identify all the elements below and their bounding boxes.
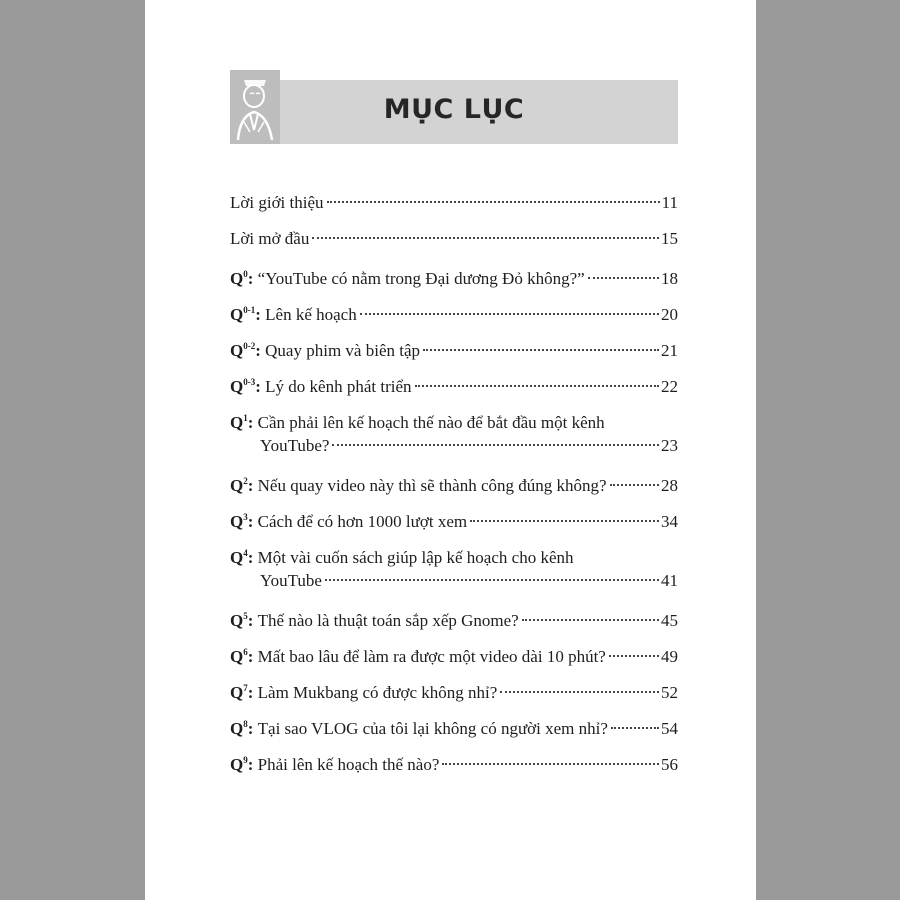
entry-title: Lời giới thiệu [230, 193, 324, 212]
question-prefix: Q [230, 269, 244, 288]
entry-title: Thế nào là thuật toán sắp xếp Gnome? [257, 611, 519, 630]
toc-entry [230, 405, 678, 459]
toc-line [230, 540, 678, 567]
page-number: 52 [661, 683, 678, 702]
toc-line [230, 468, 678, 495]
page-number: 41 [661, 571, 678, 590]
question-superscript: 0-3 [243, 377, 256, 387]
page-number: 56 [661, 755, 678, 774]
question-number [230, 333, 261, 364]
page-number: 22 [661, 377, 678, 396]
question-number [230, 297, 261, 328]
page-number: 18 [661, 269, 678, 288]
page-number: 11 [661, 193, 678, 212]
toc-entry [230, 540, 678, 594]
toc-line [230, 567, 678, 594]
question-prefix: Q [230, 719, 244, 738]
toc-entry [230, 603, 678, 630]
question-prefix: Q [230, 305, 244, 324]
question-number [230, 405, 253, 436]
dot-leader [327, 201, 660, 203]
colon: : [247, 476, 254, 495]
colon: : [247, 755, 254, 774]
book-page [145, 0, 756, 900]
toc-entry [230, 261, 678, 288]
question-number [230, 711, 253, 742]
toc-line [230, 189, 678, 216]
question-superscript: 3 [243, 512, 248, 522]
question-number [230, 540, 253, 571]
question-number [230, 675, 253, 706]
toc-line [230, 405, 678, 432]
toc-entry [230, 747, 678, 774]
entry-title: YouTube? [260, 436, 330, 455]
dot-leader [588, 277, 659, 279]
page-number: 23 [661, 436, 678, 455]
entry-title: Một vài cuốn sách giúp lập kế hoạch cho kênh [257, 548, 574, 567]
question-prefix: Q [230, 611, 244, 630]
entry-title: Lên kế hoạch [265, 305, 357, 324]
toc-entry [230, 369, 678, 396]
toc-entry [230, 504, 678, 531]
dot-leader [332, 444, 659, 446]
toc-entry [230, 639, 678, 666]
toc-line [230, 711, 678, 738]
question-superscript: 5 [243, 611, 248, 621]
colon: : [247, 611, 254, 630]
entry-title: Cần phải lên kế hoạch thế nào để bắt đầu một kênh [257, 413, 605, 432]
question-number [230, 747, 253, 778]
page-number: 54 [661, 719, 678, 738]
toc-line [230, 432, 678, 459]
dot-leader [470, 520, 659, 522]
dot-leader [423, 349, 659, 351]
dot-leader [312, 237, 659, 239]
entry-title: Cách để có hơn 1000 lượt xem [257, 512, 468, 531]
question-superscript: 0-2 [243, 341, 256, 351]
colon: : [247, 512, 254, 531]
question-prefix: Q [230, 647, 244, 666]
colon: : [255, 377, 261, 396]
toc-entry [230, 711, 678, 738]
question-number [230, 468, 253, 499]
entry-title: Phải lên kế hoạch thế nào? [257, 755, 440, 774]
colon: : [255, 341, 261, 360]
toc-line [230, 333, 678, 360]
question-superscript: 0-1 [243, 305, 256, 315]
dot-leader [522, 619, 659, 621]
page-number: 34 [661, 512, 678, 531]
page-number: 49 [661, 647, 678, 666]
question-superscript: 6 [243, 647, 248, 657]
header-band [230, 80, 678, 144]
toc-entry [230, 189, 678, 216]
toc-entry [230, 468, 678, 495]
question-prefix: Q [230, 413, 244, 432]
page-number: 15 [661, 229, 678, 248]
page-number: 28 [661, 476, 678, 495]
entry-title: Lời mở đầu [230, 229, 310, 248]
entry-title: Mất bao lâu để làm ra được một video dài 10 phút? [257, 647, 606, 666]
question-number [230, 639, 253, 670]
table-of-contents [230, 189, 678, 774]
page-number: 45 [661, 611, 678, 630]
dot-leader [442, 763, 659, 765]
toc-line [230, 225, 678, 252]
toc-entry [230, 225, 678, 252]
question-prefix: Q [230, 476, 244, 495]
question-superscript: 7 [243, 683, 248, 693]
toc-line [230, 675, 678, 702]
colon: : [247, 413, 254, 432]
question-number [230, 504, 253, 535]
entry-title: Nếu quay video này thì sẽ thành công đúng không? [257, 476, 607, 495]
dot-leader [360, 313, 659, 315]
entry-title: YouTube [260, 571, 322, 590]
colon: : [247, 269, 254, 288]
entry-title: “YouTube có nằm trong Đại dương Đỏ không?” [257, 269, 585, 288]
colon: : [255, 305, 261, 324]
question-prefix: Q [230, 755, 244, 774]
question-superscript: 2 [243, 476, 248, 486]
dot-leader [609, 655, 659, 657]
question-superscript: 9 [243, 755, 248, 765]
page-title: MỤC LỤC [383, 94, 525, 125]
dot-leader [500, 691, 659, 693]
toc-line [230, 369, 678, 396]
toc-entry [230, 675, 678, 702]
dot-leader [415, 385, 659, 387]
toc-entry [230, 297, 678, 324]
question-prefix: Q [230, 683, 244, 702]
toc-line [230, 747, 678, 774]
question-prefix: Q [230, 548, 244, 567]
toc-line [230, 297, 678, 324]
toc-line [230, 603, 678, 630]
question-number [230, 369, 261, 400]
page-number: 21 [661, 341, 678, 360]
question-prefix: Q [230, 341, 244, 360]
question-superscript: 4 [243, 548, 248, 558]
question-number [230, 261, 253, 292]
dot-leader [610, 484, 659, 486]
toc-line [230, 504, 678, 531]
question-number [230, 603, 253, 634]
question-prefix: Q [230, 377, 244, 396]
colon: : [247, 548, 254, 567]
dot-leader [325, 579, 659, 581]
question-superscript: 1 [243, 413, 248, 423]
toc-line [230, 639, 678, 666]
toc-line [230, 261, 678, 288]
colon: : [247, 647, 254, 666]
entry-title: Quay phim và biên tập [265, 341, 421, 360]
entry-title: Lý do kênh phát triển [265, 377, 412, 396]
toc-entry [230, 333, 678, 360]
colon: : [247, 719, 254, 738]
question-superscript: 0 [243, 269, 248, 279]
entry-title: Tại sao VLOG của tôi lại không có người xem nhỉ? [257, 719, 608, 738]
dot-leader [611, 727, 659, 729]
page-number: 20 [661, 305, 678, 324]
question-prefix: Q [230, 512, 244, 531]
entry-title: Làm Mukbang có được không nhỉ? [257, 683, 498, 702]
colon: : [247, 683, 254, 702]
question-superscript: 8 [243, 719, 248, 729]
